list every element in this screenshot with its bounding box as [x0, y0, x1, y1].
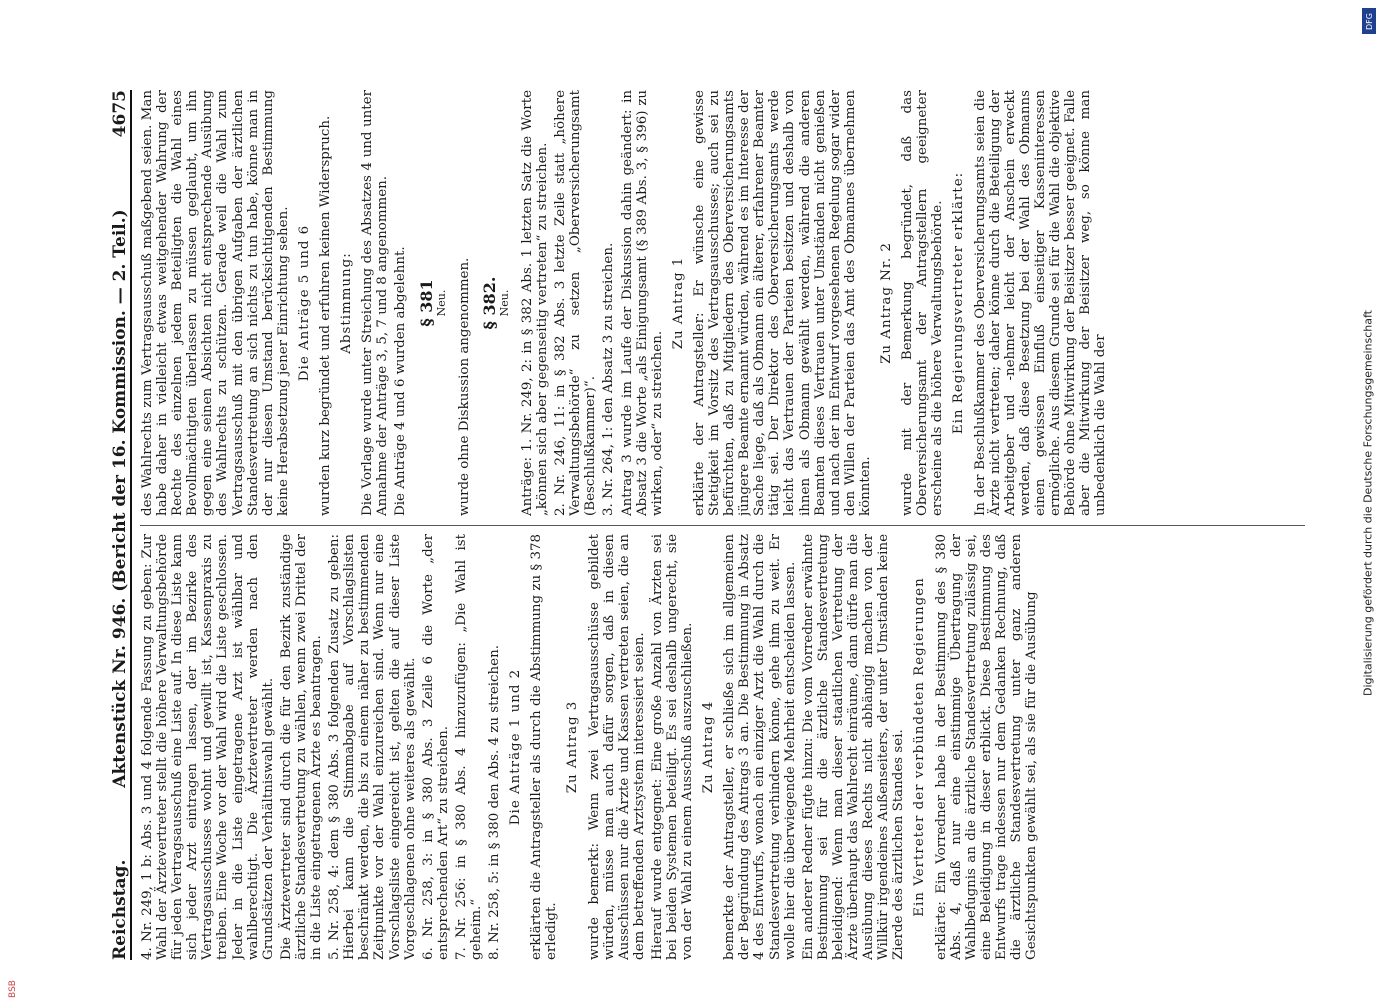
left-column-block: Hierauf wurde entgegnet: Eine große Anzahl von Ärzten sei bei beiden Systemen beteiligt. Es sei deshalb ungerecht, sie von der Wahl zu einem Ausschuß auszuschließen. — [649, 534, 696, 960]
rotated-document-page — [100, 90, 1320, 960]
left-column-block: 8. Nr. 258, 5: in § 380 den Abs. 4 zu streichen. — [487, 645, 503, 960]
left-column-block: 4. Nr. 249, 1 b: Abs. 3 und 4 folgende Fassung zu geben: Zur Wahl der Ärztevertreter stellt die höhere Verwaltungsbehörde für jeden Vertragsausschuß eine Liste auf. In diese Liste kann sich jeder Arzt eintragen lassen, der im Bezirke des Vertragsausschusses wohnt und gewillt ist, Kassenpraxis zu treiben. Eine Woche vor der Wahl wird die Liste geschlossen. Jeder in die Liste eingetragene Arzt ist wählbar und wahlberechtigt. Die Ärztevertreter werden nach den Grundsätzen der Verhältniswahl gewählt. — [140, 534, 276, 960]
left-column-block: 6. Nr. 258, 3: in § 380 Abs. 3 Zeile 6 die Worte „der entsprechenden Art“ zu streichen. — [420, 534, 451, 960]
header-title: Aktenstück Nr. 946. (Bericht der 16. Kommission. — 2. Teil.) — [110, 209, 130, 788]
left-column-block: Zu Antrag 4 — [701, 700, 717, 794]
right-column-block: Antrag 3 wurde im Laufe der Diskussion dahin geändert: in Absatz 3 die Worte „als Einigungsamt (§ 389 Abs. 3, § 396) zu wirken, oder“ zu streichen. — [619, 90, 665, 516]
header-left: Reichstag. — [110, 859, 130, 960]
right-column-block: wurden kurz begründet und erfuhren keinen Widerspruch. — [318, 115, 334, 516]
left-column-block: erklärte: Ein Vorredner habe in der Bestimmung des § 380 Abs. 4, daß nur eine einstimmige Übertragung der Wahlbefugnis an die ärztliche Standesvertretung zulässig sei, eine Beleidigung in dieser erblickt. Diese Bestimmung des Entwurfs trage indessen nur dem Gedanken Rechnung, daß die ärztliche Standesvertretung unter ganz anderen Gesichtspunkten gewählt sei, als sie für die Ausübung — [933, 534, 1040, 960]
right-column-block: Zu Antrag Nr. 2 — [879, 242, 895, 364]
right-column-block: Die Anträge 5 und 6 — [296, 224, 312, 382]
left-column-block: Zu Antrag 3 — [565, 700, 581, 794]
right-column-block: Neu. — [497, 289, 511, 317]
right-column-block: Zu Antrag 1 — [670, 256, 686, 350]
right-column-block: 2. Nr. 246, 11: in § 382 Abs. 3 letzte Zeile statt „höhere Verwaltungsbehörde“ zu setzen „Oberversicherungsamt (Beschlußkammer)“. — [553, 90, 599, 516]
right-column-block: 3. Nr. 264, 1: den Absatz 3 zu streichen. — [601, 242, 617, 516]
right-column-block: Anträge: 1. Nr. 249, 2: in § 382 Abs. 1 letzten Satz die Worte „können sich aber gegenseitig vertreten“ zu streichen. — [519, 90, 551, 516]
right-column-block: Die Anträge 4 und 6 wurden abgelehnt. — [393, 246, 409, 516]
right-column-block: § 381 — [416, 279, 436, 327]
left-column-block: 5. Nr. 258, 4: dem § 380 Abs. 3 folgenden Zusatz zu geben: Hierbei kann die Stimmabgabe auf Vorschlagslisten beschränkt werden, die bis zu einem näher zu bestimmenden Zeitpunkte vor der Wahl einzureichen sind. Wenn nur eine Vorschlagsliste eingereicht ist, gelten die auf dieser Liste Vorgeschlagenen ohne weiteres als gewählt. — [327, 534, 418, 960]
right-column-block: wurde ohne Diskussion angenommen. — [456, 257, 472, 516]
text-columns — [140, 90, 1310, 960]
left-column-block: Ein Vertreter der verbündeten Regierungen — [912, 577, 928, 917]
library-mark: BSB — [7, 980, 18, 998]
right-column-block: Abstimmung: — [339, 252, 355, 354]
right-column — [140, 90, 1310, 516]
right-column-block: In der Beschlußkammer des Oberversicherungsamts seien die Ärzte nicht vertreten; daher könne durch die Beteiligung der Arbeitgeber und -nehmer leicht der Anschein erweckt werden, daß diese Besetzung bei der Wahl des Obmanns einen gewissen Einfluß einseitiger Kasseninteressen ermögliche. Aus diesem Grunde sei für die Wahl die objektive Behörde ohne Mitwirkung der Beisitzer besser geeignet. Falle aber die Mitwirkung der Beisitzer weg, so könne man unbedenklich die Wahl der — [972, 90, 1109, 516]
digitization-note: Digitalisierung gefördert durch die Deutsche Forschungsgemeinschaft — [1361, 310, 1375, 696]
dfg-logo: DFG — [1362, 8, 1376, 34]
right-column-block: Die Vorlage wurde unter Streichung des Absatzes 4 und unter Annahme der Anträge 3, 5, 7 und 8 angenommen. — [360, 90, 391, 516]
left-column-block: 7. Nr. 256: in § 380 Abs. 4 hinzuzufügen: „Die Wahl ist geheim.“ — [453, 534, 484, 960]
left-column-block: Die Ärztevertreter sind durch die für den Bezirk zuständige ärztliche Standesvertretung zu wählen, wenn zwei Drittel der in die Liste eingetragenen Ärzte es beantragen. — [278, 534, 325, 960]
left-column-block: erklärten die Antragsteller als durch die Abstimmung zu § 378 erledigt. — [529, 534, 560, 960]
left-column-block: Die Anträge 1 und 2 — [508, 668, 524, 826]
right-column-block: Ein Regierungsvertreter erklärte: — [951, 171, 967, 435]
left-column-block: wurde bemerkt: Wenn zwei Vertragsausschüsse gebildet würden, müsse man auch dafür sorgen, daß in diesen Ausschüssen nur die Ärzte und Kassen vertreten seien, die an dem betreffenden Arztsystem interessiert seien. — [586, 534, 647, 960]
left-column-block: bemerkte der Antragsteller, er schließe sich im allgemeinen der Begründung des Antrags 3 an. Die Bestimmung in Absatz 4 des Entwurfs, wonach ein einziger Arzt die Wahl durch die Standesvertretung verhindern könne, gehe ihm zu weit. Er wolle hier die überwiegende Mehrheit entscheiden lassen. — [722, 534, 798, 960]
page-header — [100, 90, 132, 960]
right-column-block: wurde mit der Bemerkung begründet, daß das Oberversicherungsamt der Antragstellern geeigneter erscheine als die höhere Verwaltungsbehörde. — [900, 90, 946, 516]
right-column-block: des Wahlrechts zum Vertragsausschuß maßgebend seien. Man habe daher in vielleicht etwas weitgehender Wahrung der Rechte des einzelnen jedem Beteiligten die Wahl eines Bevollmächtigten überlassen zu müssen geglaubt, um ihn gegen eine seinen Absichten nicht entsprechende Ausübung des Wahlrechts zu schützen. Gerade weil die Wahl zum Vertragsausschuß mit den übrigen Aufgaben der ärztlichen Standesvertretung an sich nichts zu tun habe, könne man in der nur diesen Umstand berücksichtigenden Bestimmung keine Herabsetzung jener Einrichtung sehen. — [140, 90, 291, 516]
right-column-block: § 382. — [479, 276, 499, 330]
right-column-block: erklärte der Antragsteller: Er wünsche eine gewisse Stetigkeit im Vorsitz des Vertragsausschusses; auch sei zu befürchten, daß zu Mitgliedern des Oberversicherungsamts jüngere Beamte ernannt würden, während es im Interesse der Sache liege, daß als Obmann ein älterer, erfahrener Beamter tätig sei. Der Direktor des Oberversicherungsamts werde leicht das Vertrauen der Parteien besitzen und deshalb von ihnen als Obmann gewählt werden, während die anderen Beamten dieses Vertrauen unter Umständen nicht genießen und nach der im Entwurf vorgesehenen Regelung sogar wider den Willen der Parteien das Amt des Obmannes übernehmen könnten. — [691, 90, 873, 516]
right-column-block: Neu. — [434, 289, 448, 317]
left-column — [140, 534, 1310, 960]
left-column-block: Ein anderer Redner fügte hinzu: Die vom Vorredner erwähnte Bestimmung sei für die ärztliche Standesvertretung beleidigend: Wenn man dieser staatlichen Vertretung der Ärzte überhaupt das Wahlrecht einräume, dann dürfe man die Ausübung dieses Rechts nicht abhängig machen von der Willkür irgendeines Außenseiters, der unter Umständen keine Zierde des ärztlichen Standes sei. — [800, 534, 907, 960]
page-number: 4675 — [110, 90, 130, 138]
